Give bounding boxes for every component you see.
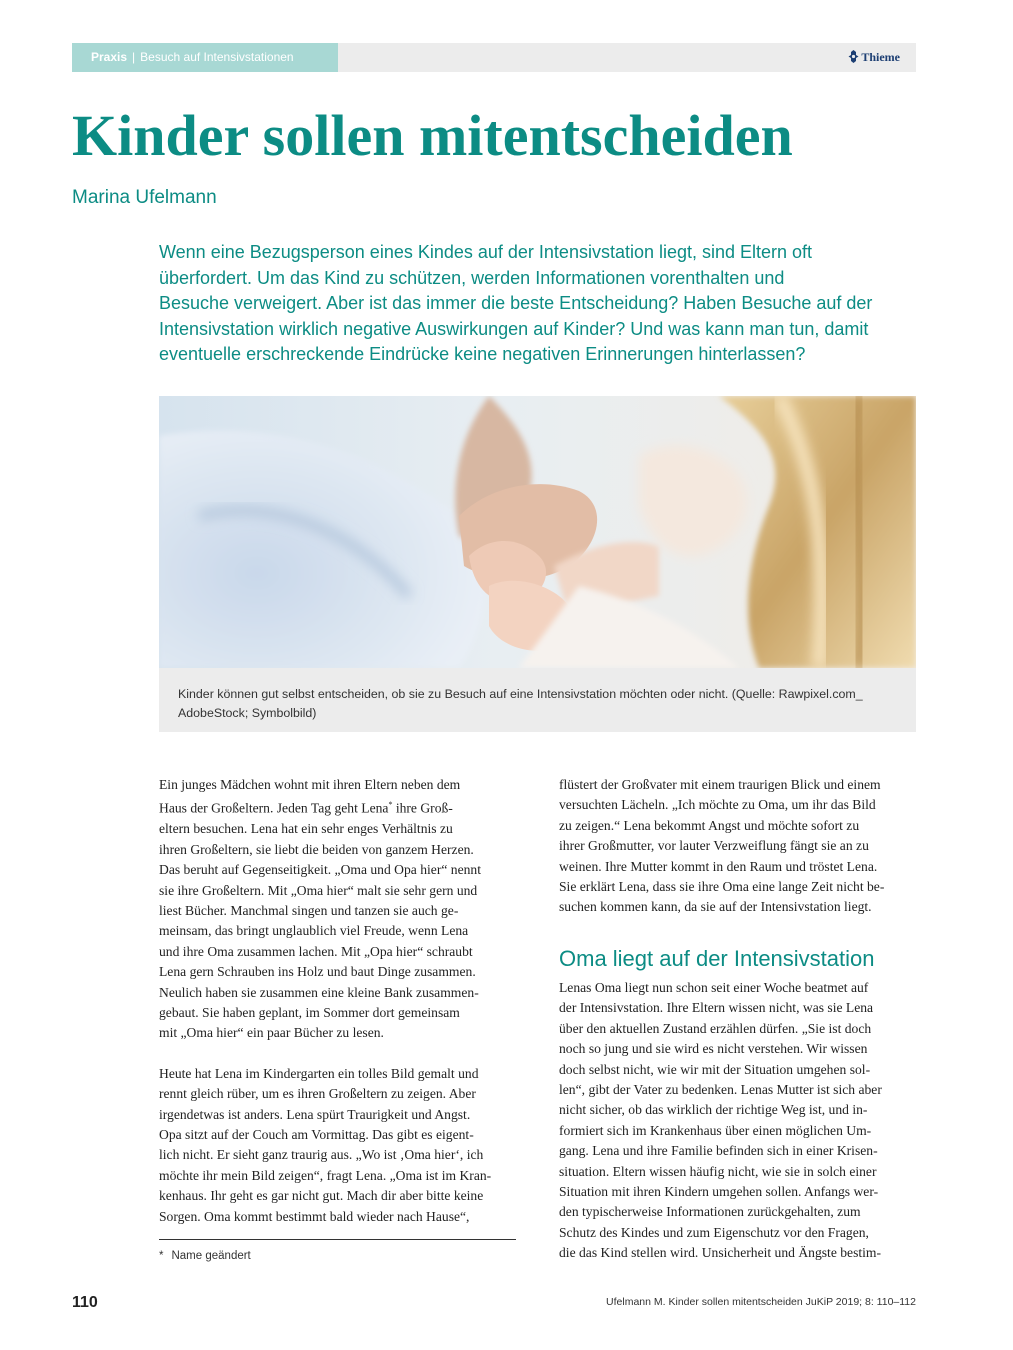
figure-caption [159, 668, 916, 732]
body-line: liest Bücher. Manchmal singen und tanzen sie auch ge- [159, 902, 459, 918]
section-separator: | [132, 50, 136, 64]
body-line: versuchten Lächeln. „Ich möchte zu Oma, um ihr das Bild [559, 797, 876, 813]
running-header [72, 43, 916, 72]
article-author: Marina Ufelmann [72, 187, 217, 208]
body-line: Sorgen. Oma kommt bestimmt bald wieder nach Hause“, [159, 1208, 470, 1224]
body-line: Opa sitzt auf der Couch am Vormittag. Das gibt es eigent- [159, 1127, 474, 1143]
body-line: gang. Lena und ihre Familie befinden sich in einer Krisen- [559, 1143, 878, 1159]
footnote [159, 1250, 251, 1262]
lead-line: Intensivstation wirklich negative Auswirkungen auf Kinder? Und was kann man tun, damit [159, 318, 869, 339]
body-line: formiert sich im Krankenhaus über einen möglichen Um- [559, 1122, 872, 1138]
body-line: suchen kommen kann, da sie auf der Intensivstation liegt. [559, 899, 872, 915]
article-photo [159, 396, 916, 668]
body-line: über den aktuellen Zustand erzählen dürfen. „Sie ist doch [559, 1020, 872, 1036]
body-line: Ein junges Mädchen wohnt mit ihren Eltern neben dem [159, 777, 461, 792]
body-line: den typischerweise Informationen zurückgehalten, zum [559, 1204, 861, 1220]
body-line: eltern besuchen. Lena hat ein sehr enges Verhältnis zu [159, 821, 453, 837]
body-line: weinen. Ihre Mutter kommt in den Raum und tröstet Lena. [559, 858, 878, 874]
body-line: Heute hat Lena im Kindergarten ein tolles Bild gemalt und [159, 1065, 479, 1081]
body-line: und ihre Oma zusammen lachen. Mit „Opa hier“ schraubt [159, 943, 473, 959]
page-number: 110 [72, 1294, 98, 1311]
body-line: situation. Eltern wissen häufig nicht, wie sie in solch einer [559, 1163, 877, 1179]
body-line: Das beruht auf Gegenseitigkeit. „Oma und Opa hier“ nennt [159, 862, 481, 878]
body-line: ihren Großeltern, sie liebt die beiden von ganzem Herzen. [159, 841, 474, 857]
body-line: zu zeigen.“ Lena bekommt Angst und möchte sofort zu [559, 817, 860, 833]
body-line: noch so jung und sie wird es nicht verstehen. Wir wissen [559, 1041, 868, 1057]
article-title: Kinder sollen mitentscheiden [72, 103, 793, 168]
footnote-divider [159, 1239, 516, 1240]
thieme-emblem-icon [848, 50, 859, 63]
body-line: rennt gleich rüber, um es ihren Großeltern zu zeigen. Aber [159, 1086, 476, 1102]
body-line [159, 795, 517, 819]
body-line: irgendetwas ist anders. Lena spürt Traurigkeit und Angst. [159, 1106, 471, 1122]
body-text: Haus der Großeltern. Jeden Tag geht Lena [159, 800, 389, 816]
body-line: len“, gibt der Vater zu bedenken. Lenas Mutter ist sich aber [559, 1082, 882, 1098]
body-column-left [159, 775, 517, 1227]
body-line: meinsam, das bringt unglaublich viel Freude, wenn Lena [159, 923, 469, 939]
logo-text: Thieme [861, 50, 900, 64]
body-line: Situation mit ihren Kindern umgehen sollen. Anfangs wer- [559, 1184, 879, 1200]
body-line: doch selbst nicht, wie wir mit der Situation umgehen sol- [559, 1061, 871, 1077]
body-line: gebaut. Sie haben geplant, im Sommer dort gemeinsam [159, 1005, 460, 1020]
body-line: kenhaus. Ihr geht es gar nicht gut. Mach dir aber bitte keine [159, 1188, 484, 1204]
footnote-reference: * [388, 800, 393, 810]
lead-paragraph [159, 240, 916, 368]
publisher-logo [848, 43, 900, 72]
body-line: Lenas Oma liegt nun schon seit einer Woche beatmet auf [559, 980, 869, 995]
lead-line: Wenn eine Bezugsperson eines Kindes auf der Intensivstation liegt, sind Eltern oft [159, 242, 813, 262]
body-line: mit „Oma hier“ ein paar Bücher zu lesen. [159, 1025, 384, 1041]
body-text: ihre Groß- [392, 800, 453, 816]
body-line: die das Kind stellen wird. Unsicherheit und Ängste bestim- [559, 1245, 882, 1261]
caption-line: AdobeStock; Symbolbild) [178, 706, 317, 720]
body-line: Neulich haben sie zusammen eine kleine Bank zusammen- [159, 984, 479, 1000]
section-heading: Oma liegt auf der Intensivstation [559, 946, 875, 971]
body-line: ihrer Großmutter, vor lauter Verzweiflung fängt sie an zu [559, 838, 869, 854]
caption-line: Kinder können gut selbst entscheiden, ob sie zu Besuch auf eine Intensivstation möchten oder nicht. (Quelle: Rawpixel.com_ [178, 687, 863, 701]
body-line: der Intensivstation. Ihre Eltern wissen nicht, was sie Lena [559, 1000, 874, 1016]
lead-line: überfordert. Um das Kind zu schützen, werden Informationen vorenthalten und [159, 267, 785, 288]
topic-label: Besuch auf Intensivstationen [140, 50, 294, 64]
body-line: nicht sicher, ob das wirklich der richtige Weg ist, und in- [559, 1102, 868, 1118]
body-line: Schutz des Kindes und zum Eigenschutz vor den Fragen, [559, 1224, 869, 1240]
body-line: lich nicht. Er sieht ganz traurig aus. „Wo ist ‚Oma hier‘, ich [159, 1147, 484, 1163]
citation-line: Ufelmann M. Kinder sollen mitentscheiden JuKiP 2019; 8: 110–112 [606, 1296, 916, 1308]
body-column-right-section [559, 978, 917, 1264]
section-label: Praxis [91, 50, 128, 64]
photo-illustration [159, 396, 916, 668]
body-line: Lena gern Schrauben ins Holz und baut Dinge zusammen. [159, 964, 476, 980]
lead-line: Besuche verweigert. Aber ist das immer die beste Entscheidung? Haben Besuche auf der [159, 293, 873, 314]
lead-line: eventuelle erschreckende Eindrücke keine negativen Erinnerungen hinterlassen? [159, 344, 806, 365]
footnote-text: Name geändert [171, 1250, 251, 1262]
section-tab [72, 43, 338, 72]
body-line: möchte ihr mein Bild zeigen“, fragt Lena. „Oma ist im Kran- [159, 1167, 492, 1183]
body-line: Sie erklärt Lena, dass sie ihre Oma eine lange Zeit nicht be- [559, 879, 885, 895]
body-line: flüstert der Großvater mit einem traurigen Blick und einem [559, 777, 881, 792]
body-column-right [559, 775, 917, 918]
footnote-mark: * [159, 1250, 164, 1262]
body-line: sie ihre Großeltern. Mit „Oma hier“ malt sie sehr gern und [159, 882, 478, 898]
